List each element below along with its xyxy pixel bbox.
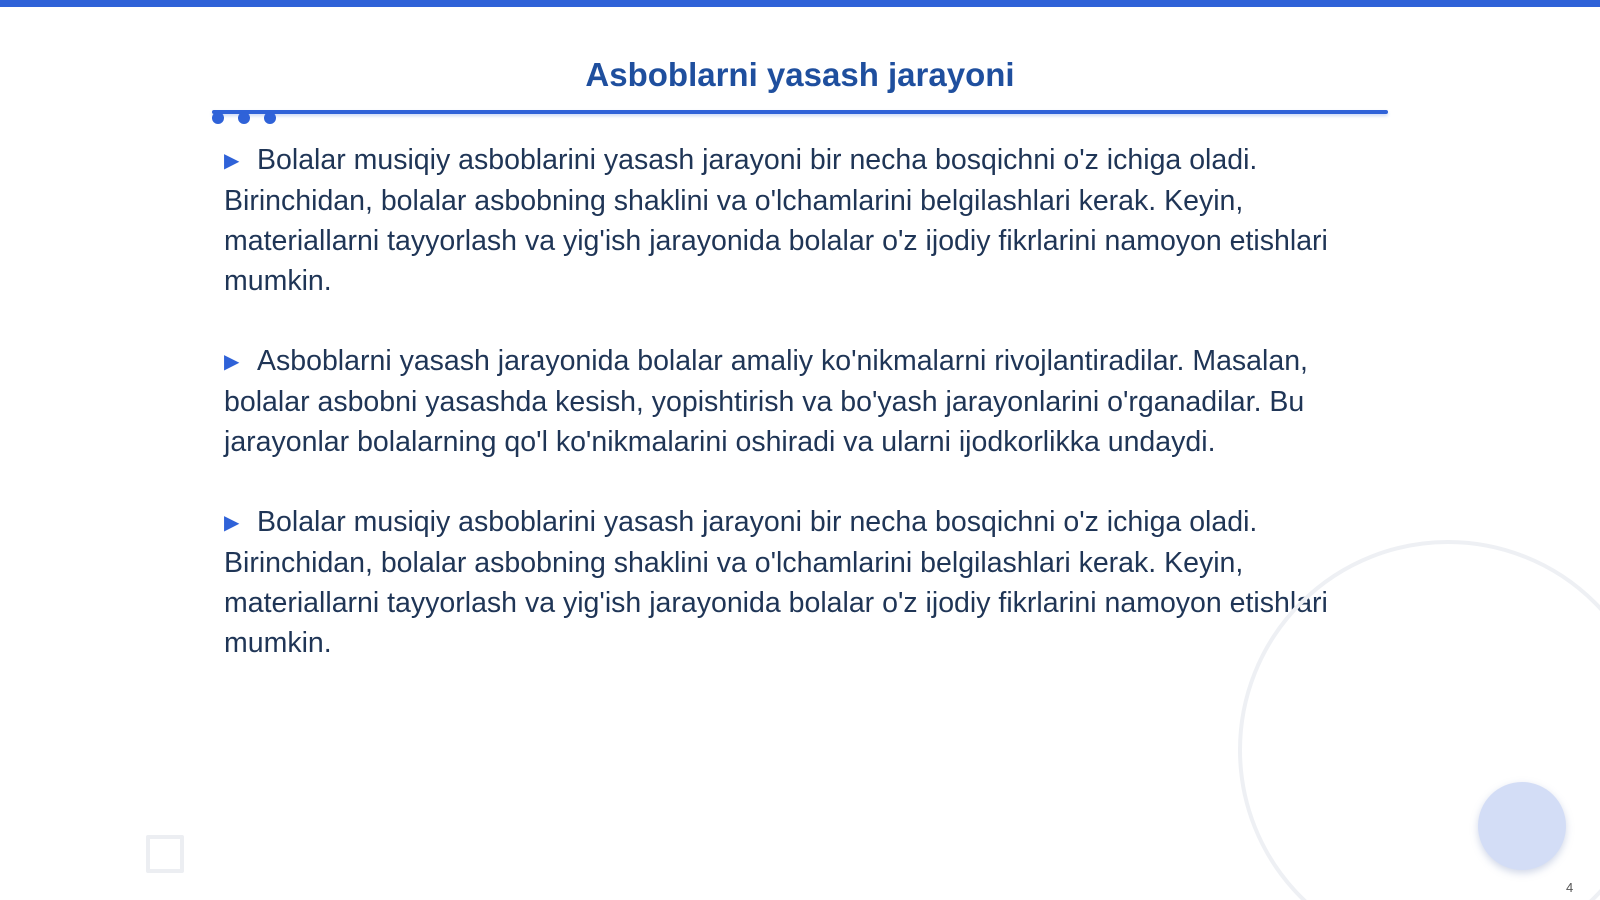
- triangle-right-icon: ▶: [224, 150, 240, 172]
- dot-icon: [212, 112, 224, 124]
- dot-icon: [264, 112, 276, 124]
- page-number: 4: [1566, 880, 1574, 895]
- paragraph-first-line: Bolalar musiqiy asboblarini yasash jarayoni bir necha bosqichni o'z ichiga oladi.: [257, 144, 1258, 176]
- paragraph-first-line: Bolalar musiqiy asboblarini yasash jarayoni bir necha bosqichni o'z ichiga oladi.: [257, 506, 1258, 538]
- paragraph-text: Masalan, bolalar asbobni yasashda kesish, yopishtirish va bo'yash jarayonlarini o'rganadilar. Bu jarayonlar bolalarning qo'l ko'nikmalarini oshiradi va ularni ijodkorlikka undaydi.: [224, 345, 1308, 458]
- paragraph-text: Birinchidan, bolalar asbobning shaklini va o'lchamlarini belgilashlari kerak. Keyin, materiallarni tayyorlash va yig'ish jarayonida bolalar o'z ijodiy fikrlarini namoyon etishlari mumkin.: [224, 185, 1328, 297]
- triangle-right-icon: ▶: [224, 512, 240, 534]
- top-accent-bar: [0, 0, 1600, 7]
- decorative-square: [146, 835, 184, 873]
- bullet-paragraph: [224, 502, 1344, 663]
- dot-icon: [238, 112, 250, 124]
- title-underline: [212, 110, 1388, 114]
- paragraph-first-line: Asboblarni yasash jarayonida bolalar amaliy ko'nikmalarni rivojlantiradilar.: [257, 345, 1185, 377]
- bullet-paragraph: [224, 140, 1344, 301]
- paragraph-text: Birinchidan, bolalar asbobning shaklini va o'lchamlarini belgilashlari kerak. Keyin, materiallarni tayyorlash va yig'ish jarayonida bolalar o'z ijodiy fikrlarini namoyon etishlari mumkin.: [224, 547, 1328, 659]
- bullet-paragraph: [224, 341, 1344, 462]
- triangle-right-icon: ▶: [224, 351, 240, 373]
- decorative-dots: [212, 112, 282, 126]
- slide-body: [224, 140, 1344, 703]
- slide-title: Asboblarni yasash jarayoni: [585, 56, 1015, 93]
- decorative-circle: [1478, 782, 1566, 870]
